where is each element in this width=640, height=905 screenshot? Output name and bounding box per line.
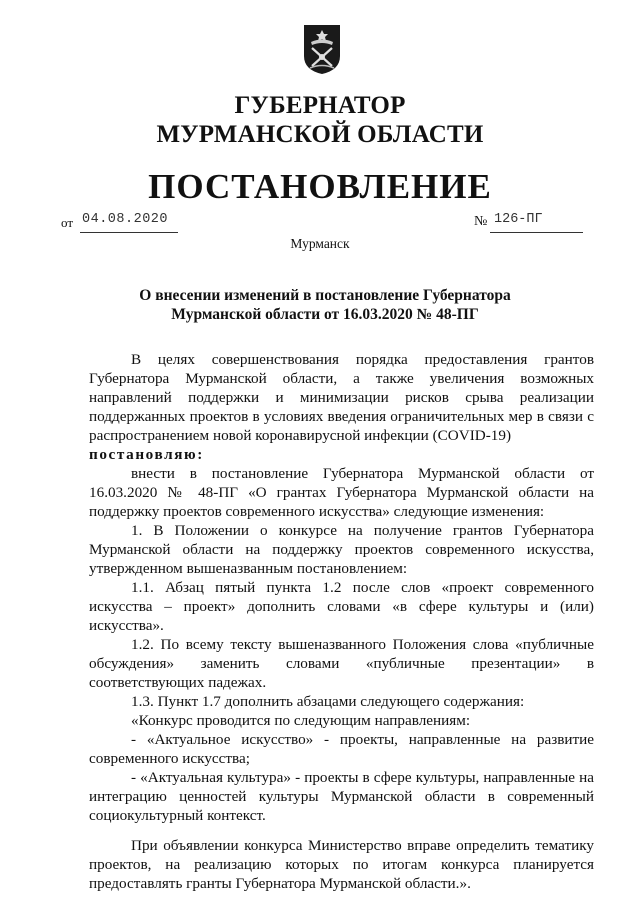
murmansk-coat-of-arms-icon [301, 22, 343, 76]
body-paragraph: внести в постановление Губернатора Мурманской области от 16.03.2020 № 48-ПГ «О грантах Губернатора Мурманской области на поддержку проектов современного искусства» следующие изменения: [89, 465, 594, 520]
number-prefix: № [474, 214, 488, 229]
body-paragraph: 1. В Положении о конкурсе на получение грантов Губернатора Мурманской области на поддержку проектов современного искусства, утвержденном вышеназванным постановлением: [89, 522, 594, 577]
decree-paragraph [89, 445, 594, 464]
document-date: 04.08.2020 [82, 212, 169, 227]
document-body [89, 350, 594, 893]
city-name: Мурманск [290, 236, 350, 251]
body-paragraph: «Конкурс проводится по следующим направлениям: [131, 712, 471, 729]
decree-word: постановляю: [89, 446, 204, 463]
body-paragraph: При объявлении конкурса Министерство вправе определить тематику проектов, на реализацию которых по итогам конкурса планируется предоставлять гранты Губернатора Мурманской области.». [89, 837, 594, 892]
body-paragraph: - «Актуальное искусство» - проекты, направленные на развитие современного искусства; [89, 731, 594, 767]
date-prefix: от [61, 215, 74, 230]
date-field [80, 208, 178, 233]
body-paragraph: 1.3. Пункт 1.7 дополнить абзацами следующего содержания: [131, 693, 525, 710]
number-field [490, 208, 583, 233]
document-subject: О внесении изменений в постановление Губернатора Мурманской области от 16.03.2020 № 48-ПГ [139, 287, 511, 323]
document-number: 126-ПГ [494, 212, 543, 227]
body-paragraph: 1.1. Абзац пятый пункта 1.2 после слов «проект современного искусства – проект» дополнить словами «в сфере культуры и (или) искусства». [89, 579, 594, 634]
document-type-title: ПОСТАНОВЛЕНИЕ [148, 167, 492, 206]
body-paragraph: 1.2. По всему тексту вышеназванного Положения слова «публичные обсуждения» заменить словами «публичные презентации» в соответствующих падежах. [89, 636, 594, 691]
authority-title-line2: МУРМАНСКОЙ ОБЛАСТИ [156, 121, 484, 148]
authority-title-line1: ГУБЕРНАТОР [234, 92, 406, 119]
body-paragraph: - «Актуальная культура» - проекты в сфере культуры, направленные на интеграцию ценностей культуры Мурманской области в современный социокультурный контекст. [89, 769, 594, 824]
preamble-paragraph: В целях совершенствования порядка предоставления грантов Губернатора Мурманской области, а также увеличения возможных направлений поддержки и минимизации рисков срыва реализации поддержанных проектов в условиях введения ограничительных мер в связи с распространением новой коронавирусной инфекции (COVID-19) [89, 351, 594, 444]
